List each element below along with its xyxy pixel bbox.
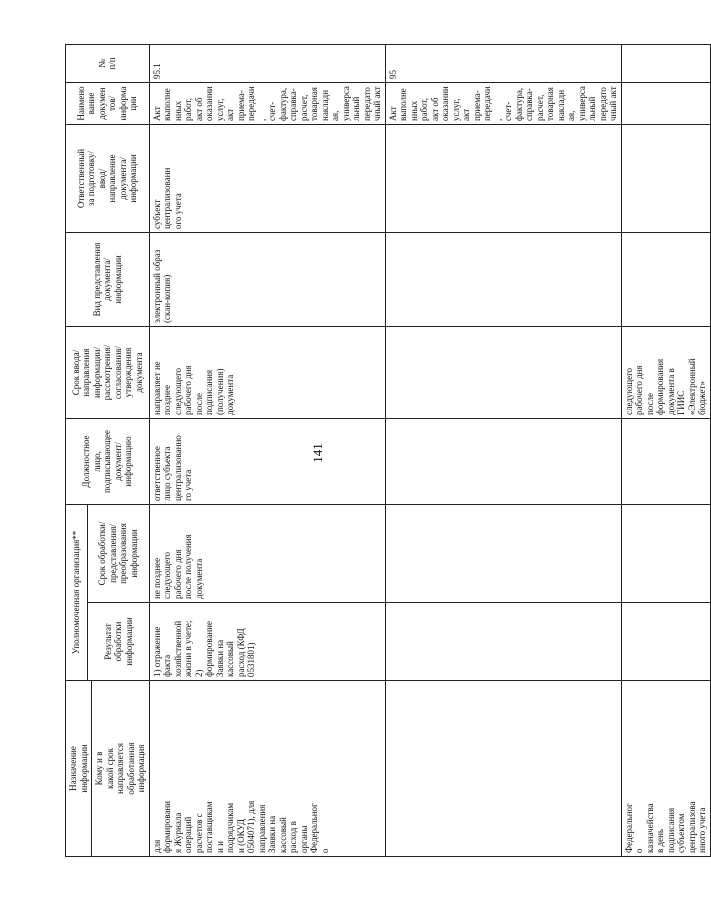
header-org-deadline: Срок обработки/ представления/ преобразования информации <box>88 505 150 603</box>
cell-name <box>621 83 710 125</box>
cell-form <box>621 233 710 327</box>
cell-org-result <box>385 603 621 681</box>
header-org-result: Результат обработки информации <box>88 603 150 681</box>
cell-deadline: направляет не позднее следующего рабочего дня после подписания (получения) документа <box>149 327 385 419</box>
cell-purpose: Федеральног о казначейства в день подписания субъектом централизова нного учета <box>621 681 710 857</box>
cell-purpose: для формировани я Журнала операций расчетов с поставщикам и и подрядчикам и (ОКУД 0504071), для направления Заявки на кассовый расход в органы Федеральног о <box>149 681 385 857</box>
cell-form <box>385 233 621 327</box>
header-form: Вид представления документа/ информации <box>66 233 150 327</box>
cell-num <box>621 45 710 83</box>
header-num: № п/п <box>66 45 150 83</box>
header-authorized-org: Уполномоченная организация** <box>66 505 88 681</box>
cell-name: Акт выполненных работ, акт об оказании услуг, акт приема-передачи, счет-фактура, справка- расчет, товарная накладная, универсальный передаточный акт <box>385 83 621 125</box>
header-purpose: Назначение информации <box>66 681 92 857</box>
cell-name: Акт выполненных работ, акт об оказании услуг, акт приема-передачи, счет-фактура, справка- расчет, товарная накладная, универсальный передаточный акт <box>149 83 385 125</box>
cell-num: 95 <box>385 45 621 83</box>
document-table-rotated <box>65 45 707 857</box>
header-name: Наименование документов/информации <box>66 83 150 125</box>
cell-num: 95.1 <box>149 45 385 83</box>
cell-org-deadline <box>621 505 710 603</box>
cell-org-deadline: не позднее следующего рабочего дня после получения документа <box>149 505 385 603</box>
page-number: 141 <box>310 443 325 463</box>
cell-official: ответственное лицо субъекта централизованно го учета <box>149 419 385 505</box>
cell-official <box>385 419 621 505</box>
cell-purpose <box>385 681 621 857</box>
header-responsible: Ответственный за подготовку/ ввод/ направление документа/ информации <box>66 125 150 233</box>
cell-org-result <box>621 603 710 681</box>
cell-org-result: 1) отражение факта хозяйственной жизни в учете; 2) формирование Заявки на кассовый расход (КФД 0531801) <box>149 603 385 681</box>
cell-deadline <box>385 327 621 419</box>
header-deadline: Срок ввода/ направления информации/ рассмотрения/ согласования/ утверждения документа <box>66 327 150 419</box>
cell-form: электронный образ (скан-копия) <box>149 233 385 327</box>
cell-responsible <box>385 125 621 233</box>
cell-org-deadline <box>385 505 621 603</box>
cell-responsible: субъект централизованн ого учета <box>149 125 385 233</box>
cell-official <box>621 419 710 505</box>
cell-deadline: следующего рабочего дня после формирования документа в ГИИС «Электронный бюджет» <box>621 327 710 419</box>
header-purpose-whom: Кому и в какой срок направляется обработанная информация <box>92 681 150 857</box>
table-row <box>621 45 710 857</box>
cell-responsible <box>621 125 710 233</box>
document-table <box>65 44 711 857</box>
table-row <box>149 45 385 857</box>
header-official: Должностное лицо, подписывающее документ/ информацию <box>66 419 150 505</box>
table-row <box>385 45 621 857</box>
